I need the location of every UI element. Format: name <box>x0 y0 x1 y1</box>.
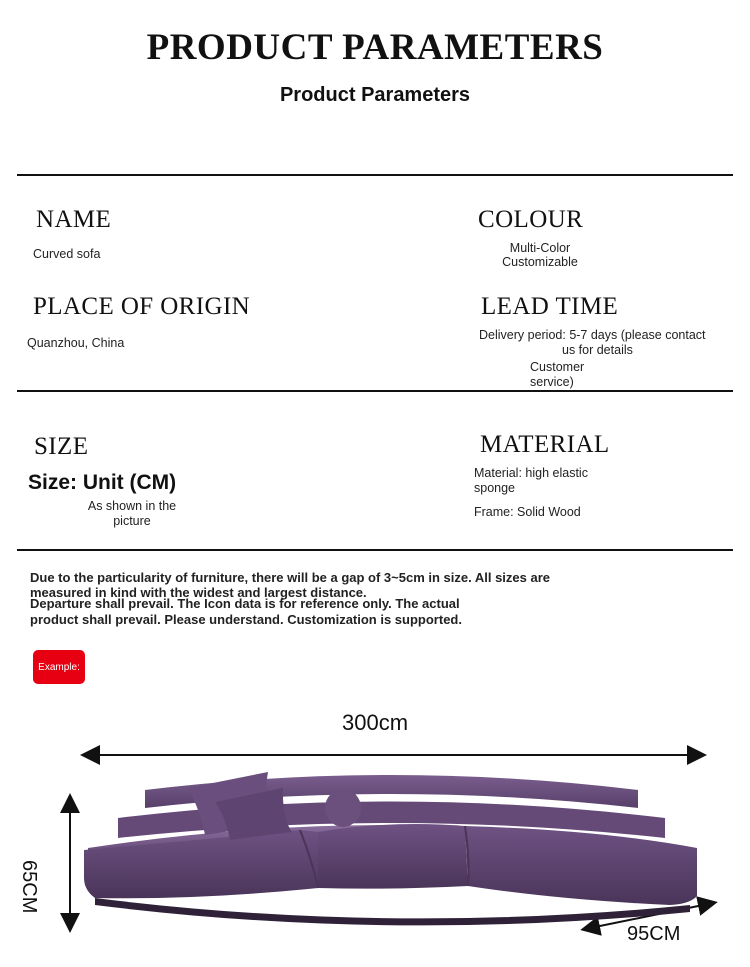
depth-dimension-label: 95CM <box>627 923 681 945</box>
sofa-module-left <box>84 830 318 898</box>
round-pillow <box>325 789 361 827</box>
notice-line1: Due to the particularity of furniture, there will be a gap of 3~5cm in size. All sizes are <box>30 570 551 585</box>
page-subtitle: Product Parameters <box>279 84 471 106</box>
sofa-module-right <box>465 826 697 905</box>
divider <box>17 174 733 176</box>
notice-line3: Departure shall prevail. The Icon data is for reference only. The actual <box>30 596 460 611</box>
width-dimension-label: 300cm <box>342 710 409 735</box>
material-line1: Material: high elastic <box>474 466 588 480</box>
colour-value-line2: Customizable <box>502 255 578 269</box>
material-line2: sponge <box>474 481 516 495</box>
material-label: MATERIAL <box>480 431 610 458</box>
frame-value: Frame: Solid Wood <box>474 505 581 519</box>
lead-time-line1: Delivery period: 5-7 days (please contact <box>479 328 706 342</box>
size-note-line1: As shown in the <box>87 499 177 513</box>
size-label: SIZE <box>34 433 89 460</box>
example-badge: Example: <box>33 650 85 684</box>
divider <box>17 390 733 392</box>
sofa-plinth <box>95 898 690 925</box>
colour-value-line1: Multi-Color <box>509 241 571 255</box>
lead-time-label: LEAD TIME <box>481 293 619 320</box>
sofa-module-middle <box>318 824 468 889</box>
page-title: PRODUCT PARAMETERS <box>146 27 604 68</box>
notice-line2: measured in kind with the widest and largest distance. <box>30 585 367 600</box>
colour-label: COLOUR <box>478 206 584 233</box>
divider <box>17 549 733 551</box>
notice-line4: product shall prevail. Please understand. Customization is supported. <box>30 612 462 627</box>
origin-value: Quanzhou, China <box>27 336 125 350</box>
name-value: Curved sofa <box>33 247 101 261</box>
size-unit: Size: Unit (CM) <box>28 471 177 494</box>
name-label: NAME <box>36 206 112 233</box>
origin-label: PLACE OF ORIGIN <box>33 293 251 320</box>
size-note-line2: picture <box>113 514 151 528</box>
lead-time-line2: us for details <box>562 343 633 357</box>
height-dimension-label: 65CM <box>18 860 40 914</box>
sofa-illustration <box>0 690 750 967</box>
lead-time-line4: service) <box>530 375 574 389</box>
lead-time-line3: Customer <box>530 360 585 374</box>
